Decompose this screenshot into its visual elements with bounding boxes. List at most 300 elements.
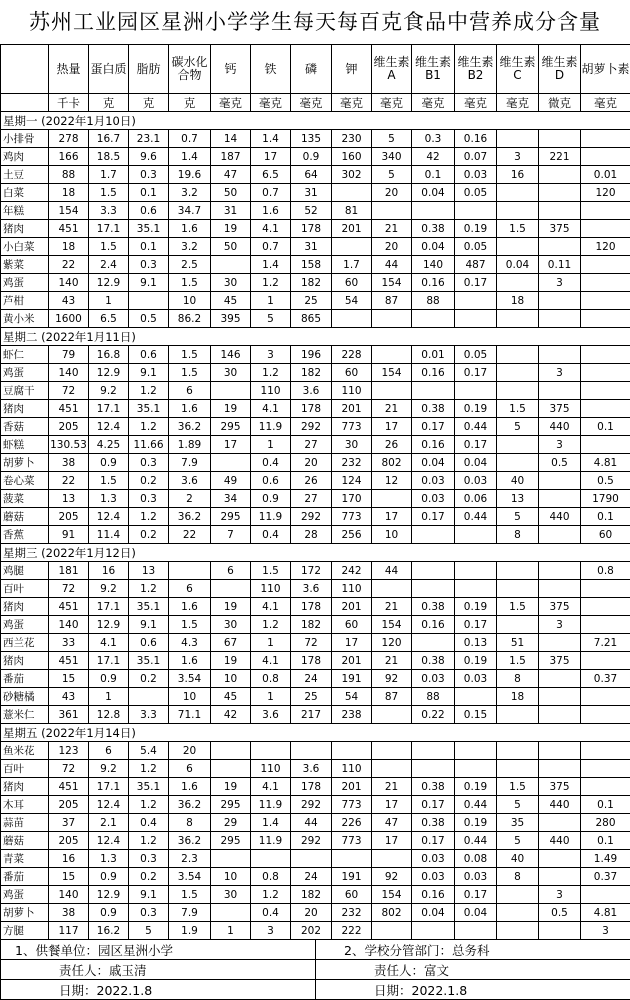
nutrient-value: 0.04 [412,238,455,256]
nutrient-value [455,688,497,706]
nutrient-value: 228 [332,346,372,364]
nutrient-value [539,310,581,328]
nutrient-value: 40 [497,472,539,490]
nutrient-value [211,850,251,868]
nutrient-value: 0.3 [129,256,169,274]
header-cell: 维生素D [539,45,581,94]
nutrient-value: 178 [291,598,332,616]
nutrient-value: 0.04 [412,184,455,202]
nutrient-value: 71.1 [169,706,211,724]
nutrient-value: 17 [372,418,412,436]
nutrient-value: 3 [251,346,291,364]
nutrient-value: 9.1 [129,364,169,382]
nutrient-value: 6 [211,562,251,580]
nutrient-value [539,814,581,832]
nutrient-value: 375 [539,400,581,418]
nutrient-value: 18 [49,238,89,256]
nutrient-value: 295 [211,796,251,814]
nutrient-value: 72 [291,634,332,652]
nutrient-value: 7.21 [581,634,630,652]
food-name: 芦柑 [1,292,49,310]
nutrient-value: 26 [372,436,412,454]
nutrient-value: 110 [251,760,291,778]
nutrient-value: 20 [291,904,332,922]
nutrient-value [581,598,630,616]
nutrient-value: 0.9 [291,148,332,166]
nutrient-value [372,382,412,400]
nutrient-value: 375 [539,598,581,616]
nutrient-value [332,850,372,868]
nutrient-value: 0.1 [581,418,630,436]
nutrient-value: 166 [49,148,89,166]
nutrient-value: 773 [332,508,372,526]
nutrient-value: 178 [291,220,332,238]
nutrient-value: 79 [49,346,89,364]
nutrient-value: 1.2 [251,616,291,634]
nutrient-value [539,382,581,400]
nutrient-value: 5 [251,310,291,328]
nutrient-value: 773 [332,418,372,436]
nutrient-value: 1.7 [89,166,129,184]
food-name: 鸡腿 [1,562,49,580]
food-name: 菠菜 [1,490,49,508]
nutrient-value [455,760,497,778]
nutrient-value: 3 [539,616,581,634]
nutrient-value: 30 [211,886,251,904]
nutrient-value: 3 [539,436,581,454]
nutrient-value: 0.04 [497,256,539,274]
nutrient-value: 3 [497,148,539,166]
nutrient-value: 26 [291,472,332,490]
date-right: 日期：2022.1.8 [316,980,630,1000]
nutrient-value [581,616,630,634]
nutrient-value: 120 [372,634,412,652]
nutrient-value [539,292,581,310]
nutrient-value: 6.5 [89,310,129,328]
nutrient-value: 158 [291,256,332,274]
nutrient-value [497,454,539,472]
nutrient-value: 25 [291,688,332,706]
nutrient-value: 0.04 [412,454,455,472]
nutrient-value [539,760,581,778]
nutrient-value: 8 [169,814,211,832]
nutrient-value: 3 [539,274,581,292]
nutrient-value: 51 [497,634,539,652]
nutrient-value: 0.03 [412,490,455,508]
food-name: 紫菜 [1,256,49,274]
nutrient-value: 8 [497,868,539,886]
food-row [1,922,630,940]
nutrient-value [332,184,372,202]
nutrient-value: 205 [49,418,89,436]
nutrient-value: 1 [211,922,251,940]
nutrient-value: 0.9 [89,904,129,922]
nutrient-value: 0.17 [412,832,455,850]
nutrient-value: 0.03 [455,670,497,688]
nutrient-value: 22 [169,526,211,544]
nutrient-value: 0.16 [412,364,455,382]
nutrient-value [539,346,581,364]
food-row [1,652,630,670]
food-row [1,670,630,688]
food-row [1,292,630,310]
nutrient-value [539,184,581,202]
nutrient-value: 1.5 [169,346,211,364]
nutrient-value: 17.1 [89,220,129,238]
nutrient-value: 31 [211,202,251,220]
food-row [1,616,630,634]
nutrient-value: 773 [332,832,372,850]
nutrient-value: 6 [89,742,129,760]
nutrient-value [129,688,169,706]
nutrient-value [372,580,412,598]
nutrient-value [581,292,630,310]
nutrient-value: 1.6 [169,652,211,670]
nutrient-value: 440 [539,508,581,526]
nutrient-value: 0.4 [251,454,291,472]
nutrient-value: 47 [211,166,251,184]
food-row [1,742,630,760]
header-cell: 碳水化合物 [169,45,211,94]
nutrient-value: 191 [332,868,372,886]
nutrient-value: 110 [251,580,291,598]
nutrient-value: 4.1 [89,634,129,652]
nutrient-value [372,202,412,220]
nutrient-value: 9.2 [89,760,129,778]
nutrient-value: 0.44 [455,508,497,526]
nutrient-value [497,886,539,904]
nutrient-value: 0.08 [455,850,497,868]
nutrient-value [581,382,630,400]
food-row [1,904,630,922]
nutrient-value [581,364,630,382]
nutrient-value [581,202,630,220]
nutrient-value: 182 [291,274,332,292]
nutrient-value: 181 [49,562,89,580]
nutrient-value: 292 [291,796,332,814]
nutrient-value: 1.7 [332,256,372,274]
nutrient-value: 0.03 [412,868,455,886]
nutrient-value: 12.9 [89,364,129,382]
nutrition-table [0,44,630,940]
nutrient-value: 1.2 [251,364,291,382]
nutrient-value: 0.19 [455,400,497,418]
nutrient-value: 14 [211,130,251,148]
food-name: 白菜 [1,184,49,202]
nutrient-value: 49 [211,472,251,490]
nutrient-value: 0.1 [129,238,169,256]
nutrient-value [169,562,211,580]
nutrient-value: 10 [211,670,251,688]
nutrient-value: 117 [49,922,89,940]
nutrient-value: 15 [49,868,89,886]
nutrient-value [412,760,455,778]
nutrient-value: 340 [372,148,412,166]
nutrient-value [539,868,581,886]
nutrient-value [412,742,455,760]
unit-cell: 克 [129,94,169,112]
header-cell: 胡萝卜素 [581,45,630,94]
nutrient-value [211,454,251,472]
nutrient-value: 187 [211,148,251,166]
nutrient-value: 91 [49,526,89,544]
nutrient-value: 1.2 [129,508,169,526]
nutrient-value: 45 [211,688,251,706]
nutrient-value: 451 [49,778,89,796]
nutrient-value: 11.9 [251,418,291,436]
nutrient-value [581,778,630,796]
nutrient-value: 1.5 [169,886,211,904]
nutrient-value: 0.7 [169,130,211,148]
nutrient-value: 21 [372,778,412,796]
unit-cell: 克 [89,94,129,112]
unit-cell: 毫克 [372,94,412,112]
food-row [1,688,630,706]
nutrient-value: 1.49 [581,850,630,868]
nutrient-value: 4.1 [251,598,291,616]
nutrient-value: 17 [372,508,412,526]
nutrient-value: 4.1 [251,220,291,238]
nutrient-value: 292 [291,832,332,850]
nutrient-value: 52 [291,202,332,220]
nutrient-value: 0.8 [251,670,291,688]
nutrient-value: 146 [211,346,251,364]
nutrient-value: 21 [372,400,412,418]
nutrient-value: 4.81 [581,904,630,922]
food-row [1,526,630,544]
nutrient-value: 92 [372,670,412,688]
nutrient-value: 1.2 [129,382,169,400]
nutrient-value [412,202,455,220]
nutrient-value: 0.04 [455,454,497,472]
nutrient-value: 0.17 [455,364,497,382]
nutrient-value: 1.2 [129,832,169,850]
nutrient-value [372,850,412,868]
nutrient-value: 375 [539,778,581,796]
nutrient-value: 18 [497,688,539,706]
nutrient-value: 802 [372,454,412,472]
nutrient-value: 256 [332,526,372,544]
header-cell: 钾 [332,45,372,94]
nutrient-value: 44 [372,562,412,580]
nutrient-value: 0.6 [129,634,169,652]
nutrient-value: 1.5 [497,598,539,616]
nutrient-value: 3.3 [89,202,129,220]
nutrient-value: 30 [211,616,251,634]
nutrient-value [581,436,630,454]
nutrient-value: 7.9 [169,454,211,472]
nutrient-value: 0.03 [455,166,497,184]
nutrient-value: 1.4 [169,148,211,166]
table-body [1,45,630,940]
nutrient-value [251,742,291,760]
nutrient-value: 4.1 [251,652,291,670]
nutrient-value: 3 [539,364,581,382]
nutrient-value: 110 [332,760,372,778]
nutrient-value: 1.5 [251,562,291,580]
nutrient-value [581,706,630,724]
nutrient-value: 42 [412,148,455,166]
nutrient-value [211,382,251,400]
nutrient-value: 1 [251,436,291,454]
food-name: 香菇 [1,418,49,436]
nutrient-value: 178 [291,652,332,670]
nutrient-value: 172 [291,562,332,580]
food-name: 小排骨 [1,130,49,148]
nutrient-value [581,652,630,670]
nutrient-value: 0.05 [455,184,497,202]
food-row [1,778,630,796]
nutrient-value: 0.5 [539,904,581,922]
nutrient-value [539,130,581,148]
nutrient-value: 292 [291,418,332,436]
nutrient-value: 67 [211,634,251,652]
nutrient-value: 12.9 [89,886,129,904]
day-row [1,724,630,742]
nutrient-value: 802 [372,904,412,922]
nutrient-value: 7.9 [169,904,211,922]
nutrient-value: 295 [211,418,251,436]
food-name: 黄小米 [1,310,49,328]
nutrient-value [412,562,455,580]
nutrient-value [455,526,497,544]
nutrient-value: 1.5 [169,274,211,292]
nutrient-value: 0.4 [251,526,291,544]
nutrient-value: 154 [372,364,412,382]
nutrient-value: 13 [497,490,539,508]
nutrient-value: 120 [581,238,630,256]
nutrient-value [211,256,251,274]
nutrient-value: 0.19 [455,598,497,616]
nutrient-value [539,688,581,706]
nutrient-value: 9.6 [129,148,169,166]
nutrient-value: 0.16 [412,616,455,634]
nutrient-value: 295 [211,508,251,526]
nutrient-value: 44 [291,814,332,832]
nutrient-value: 0.37 [581,868,630,886]
nutrient-value: 5 [497,418,539,436]
nutrient-value: 375 [539,220,581,238]
nutrient-value: 25 [291,292,332,310]
nutrient-value: 12.4 [89,418,129,436]
nutrient-value: 35 [497,814,539,832]
nutrient-value: 36.2 [169,418,211,436]
nutrient-value: 0.17 [412,796,455,814]
nutrient-value: 9.1 [129,274,169,292]
nutrient-value: 5 [372,166,412,184]
nutrient-value: 13 [129,562,169,580]
nutrient-value: 0.38 [412,652,455,670]
nutrient-value: 11.9 [251,832,291,850]
nutrient-value: 60 [581,526,630,544]
footer-table [0,940,630,1000]
nutrient-value: 17 [251,148,291,166]
nutrient-value: 0.4 [251,904,291,922]
nutrient-value: 47 [372,814,412,832]
nutrient-value: 2.1 [89,814,129,832]
nutrient-value: 0.44 [455,418,497,436]
nutrient-value: 16.8 [89,346,129,364]
nutrient-value: 0.03 [412,850,455,868]
nutrient-value: 54 [332,688,372,706]
nutrient-value: 0.17 [455,274,497,292]
food-name: 香蕉 [1,526,49,544]
food-name: 木耳 [1,796,49,814]
nutrient-value: 0.19 [455,220,497,238]
nutrient-value: 4.1 [251,400,291,418]
nutrient-value: 2.4 [89,256,129,274]
nutrient-value: 110 [251,382,291,400]
nutrient-value: 1 [89,292,129,310]
food-name: 猪肉 [1,598,49,616]
nutrient-value: 35.1 [129,652,169,670]
food-row [1,454,630,472]
nutrient-value: 17 [211,436,251,454]
nutrient-value: 19 [211,778,251,796]
day-row [1,112,630,130]
nutrient-value: 9.1 [129,616,169,634]
nutrient-value: 21 [372,598,412,616]
nutrient-value [455,742,497,760]
nutrient-value [211,580,251,598]
unit-cell: 千卡 [49,94,89,112]
nutrient-value [581,400,630,418]
nutrient-value: 140 [49,364,89,382]
nutrient-value: 0.01 [412,346,455,364]
nutrient-value: 35.1 [129,598,169,616]
unit-cell: 毫克 [332,94,372,112]
unit-cell: 毫克 [497,94,539,112]
nutrient-value: 8 [497,670,539,688]
nutrient-value [412,580,455,598]
nutrient-value: 440 [539,832,581,850]
nutrient-value: 3.54 [169,868,211,886]
nutrient-value [455,562,497,580]
nutrient-value: 3 [539,886,581,904]
unit-cell: 毫克 [455,94,497,112]
nutrient-value: 9.1 [129,886,169,904]
nutrient-value: 17 [332,634,372,652]
food-row [1,472,630,490]
nutrient-value: 130.53 [49,436,89,454]
nutrient-value: 30 [211,364,251,382]
nutrient-value: 11.9 [251,796,291,814]
nutrient-value [129,292,169,310]
food-name: 薏米仁 [1,706,49,724]
nutrient-value: 1.4 [251,130,291,148]
day-label: 星期三 (2022年1月12日) [1,544,630,562]
nutrient-value: 1790 [581,490,630,508]
nutrient-value: 11.66 [129,436,169,454]
nutrient-value: 20 [169,742,211,760]
nutrient-value [539,562,581,580]
nutrient-value [581,886,630,904]
food-row [1,418,630,436]
nutrient-value: 30 [332,436,372,454]
nutrient-value: 4.81 [581,454,630,472]
nutrient-value: 0.3 [129,490,169,508]
nutrient-value: 182 [291,616,332,634]
nutrient-value: 36.2 [169,796,211,814]
food-row [1,364,630,382]
nutrient-value: 18.5 [89,148,129,166]
nutrient-value: 20 [291,454,332,472]
nutrient-value: 0.06 [455,490,497,508]
nutrient-value: 19 [211,400,251,418]
responsible-left: 责任人：戚玉清 [1,960,316,980]
nutrient-value: 30 [211,274,251,292]
nutrient-value: 205 [49,796,89,814]
